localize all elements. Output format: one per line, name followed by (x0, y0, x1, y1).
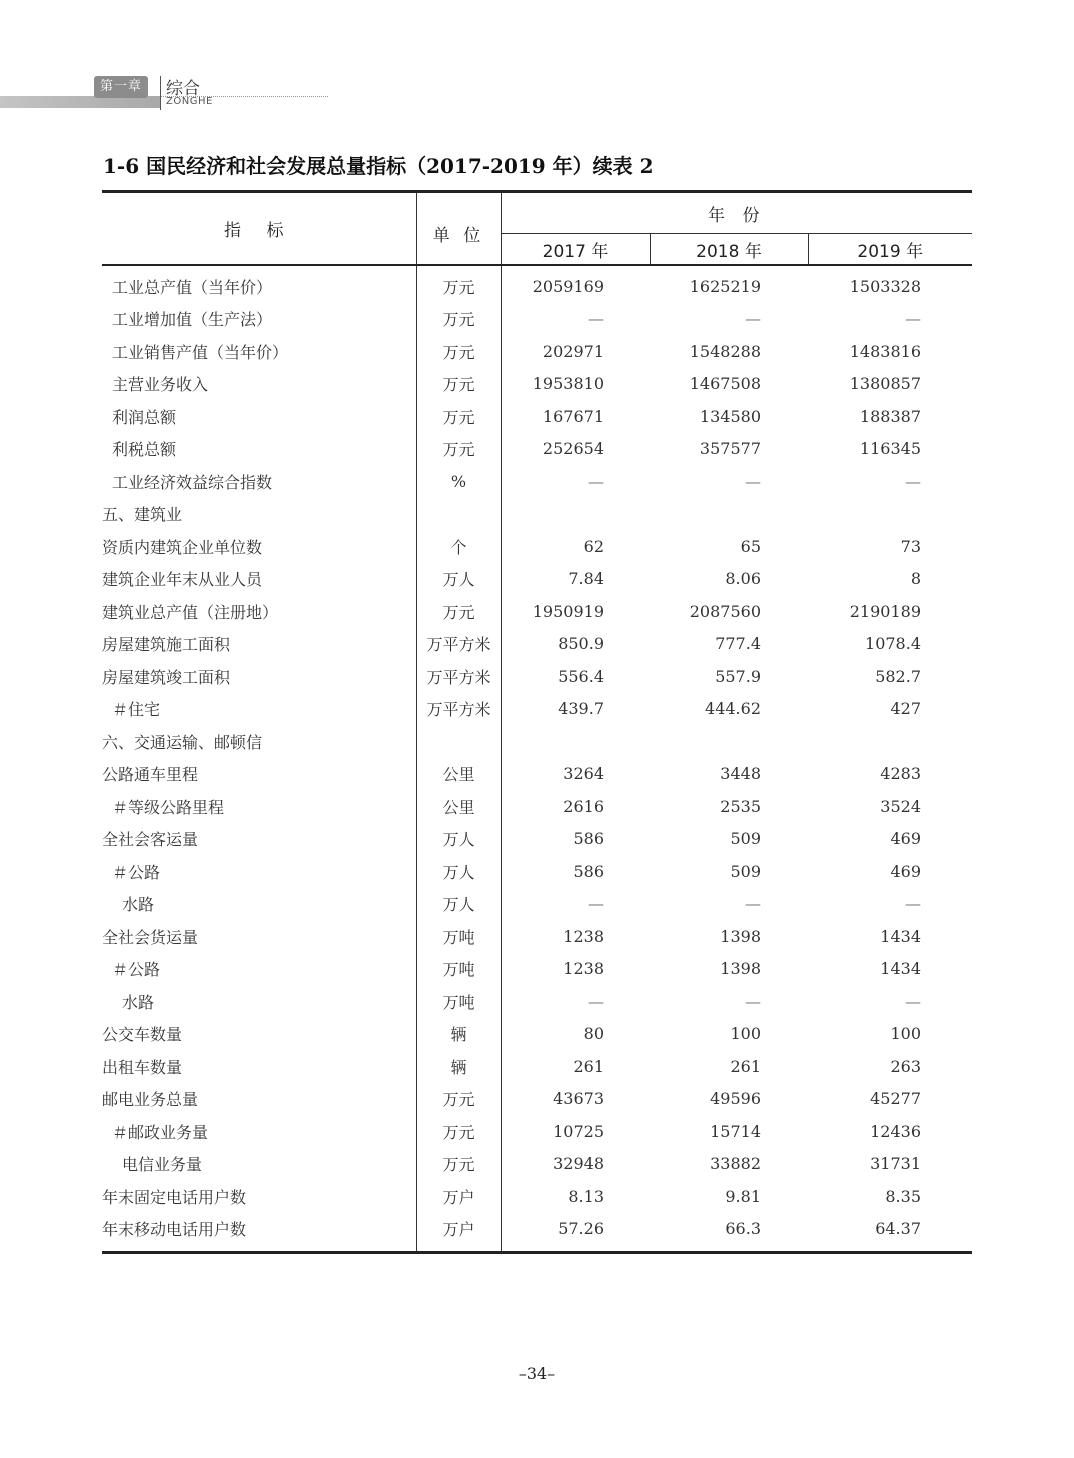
indicator-unit: 万元 (416, 303, 501, 336)
table-row (102, 368, 972, 401)
indicator-unit: 万元 (416, 335, 501, 368)
table-row (102, 855, 972, 888)
table-row (102, 628, 972, 661)
value-2018: 2535 (720, 796, 761, 816)
value-2017: — (588, 309, 604, 329)
value-2019: 100 (890, 1024, 921, 1044)
indicator-name: 六、交通运输、邮顿信 (102, 732, 263, 752)
value-2017 (501, 498, 650, 531)
value-2017: 586 (573, 861, 604, 881)
indicator-unit: 万元 (416, 400, 501, 433)
value-2019: 73 (900, 536, 921, 556)
value-2018: — (745, 471, 761, 491)
indicator-unit: 万平方米 (416, 660, 501, 693)
table-row (102, 1213, 972, 1253)
value-2019 (808, 498, 972, 531)
table-row (102, 790, 972, 823)
value-2018: — (745, 309, 761, 329)
value-2018: 261 (730, 1056, 761, 1076)
indicator-unit: 公里 (416, 790, 501, 823)
indicator-table (102, 190, 972, 1254)
indicator-unit: 个 (416, 530, 501, 563)
table-row (102, 433, 972, 466)
value-2019: 12436 (870, 1121, 921, 1141)
indicator-name: 资质内建筑企业单位数 (102, 537, 263, 557)
indicator-name: 公路通车里程 (102, 765, 199, 785)
value-2018: 444.62 (705, 699, 761, 719)
header-year-2019: 2019 年 (808, 234, 972, 266)
table-row (102, 693, 972, 726)
value-2017: 167671 (542, 406, 604, 426)
value-2019: 64.37 (808, 1213, 972, 1253)
table-body (102, 265, 972, 1253)
value-2018: 15714 (710, 1121, 761, 1141)
header-unit: 单 位 (416, 192, 501, 266)
value-2018: 1548288 (689, 341, 761, 361)
value-2017 (501, 725, 650, 758)
header-year-group: 年 份 (501, 192, 972, 234)
indicator-name: 水路 (122, 895, 155, 915)
value-2018: 100 (730, 1024, 761, 1044)
value-2018: 66.3 (650, 1213, 808, 1253)
value-2018: 1398 (720, 926, 761, 946)
indicator-name: 建筑企业年末从业人员 (102, 570, 263, 590)
indicator-unit: 万元 (416, 368, 501, 401)
indicator-name: 主营业务收入 (112, 375, 209, 395)
indicator-name: ＃住宅 (112, 700, 161, 720)
value-2019: 45277 (870, 1089, 921, 1109)
value-2018: 33882 (710, 1154, 761, 1174)
value-2018: 557.9 (715, 666, 761, 686)
value-2018: 8.06 (725, 569, 761, 589)
value-2017: 586 (573, 829, 604, 849)
indicator-name: ＃邮政业务量 (112, 1122, 209, 1142)
indicator-name: 利润总额 (112, 407, 177, 427)
table-row (102, 985, 972, 1018)
table-row (102, 400, 972, 433)
indicator-name: 年末移动电话用户数 (102, 1213, 416, 1253)
value-2018: — (745, 991, 761, 1011)
indicator-name: 出租车数量 (102, 1057, 183, 1077)
indicator-name: 公交车数量 (102, 1025, 183, 1045)
indicator-name: 工业总产值（当年价） (112, 277, 273, 297)
value-2018: 134580 (699, 406, 761, 426)
indicator-name: 建筑业总产值（注册地） (102, 602, 279, 622)
value-2018: 49596 (710, 1089, 761, 1109)
indicator-unit: 万人 (416, 563, 501, 596)
table-row (102, 303, 972, 336)
indicator-name: 工业增加值（生产法） (112, 310, 273, 330)
indicator-unit: 万元 (416, 433, 501, 466)
indicator-name: 水路 (122, 992, 155, 1012)
value-2019: 469 (890, 829, 921, 849)
value-2018: 1625219 (689, 276, 761, 296)
value-2018: 65 (740, 536, 761, 556)
value-2018: 509 (730, 861, 761, 881)
value-2018: 1467508 (689, 374, 761, 394)
value-2019: — (905, 471, 921, 491)
table-row (102, 660, 972, 693)
table-row (102, 953, 972, 986)
indicator-name: 利税总额 (112, 440, 177, 460)
value-2018: — (745, 894, 761, 914)
indicator-name: 工业销售产值（当年价） (112, 342, 289, 362)
value-2017: 7.84 (568, 569, 604, 589)
value-2017: — (588, 471, 604, 491)
value-2019: 8 (910, 569, 921, 589)
indicator-name: 年末固定电话用户数 (102, 1187, 247, 1207)
indicator-unit: 万元 (416, 1115, 501, 1148)
value-2019: 188387 (859, 406, 921, 426)
indicator-unit: 万户 (416, 1213, 501, 1253)
header-separator (160, 76, 161, 110)
value-2017: 32948 (553, 1154, 604, 1174)
table-row (102, 920, 972, 953)
table-row (102, 1180, 972, 1213)
value-2019: 1434 (880, 926, 921, 946)
value-2019: 263 (890, 1056, 921, 1076)
value-2017: 57.26 (501, 1213, 650, 1253)
table-row (102, 265, 972, 303)
value-2017: 261 (573, 1056, 604, 1076)
indicator-name: ＃等级公路里程 (112, 797, 225, 817)
value-2017: 3264 (563, 764, 604, 784)
chapter-badge: 第一章 (94, 76, 148, 98)
value-2019: 469 (890, 861, 921, 881)
header-indicator: 指 标 (102, 192, 416, 266)
table-row (102, 563, 972, 596)
indicator-unit: 公里 (416, 758, 501, 791)
indicator-name: 房屋建筑竣工面积 (102, 667, 231, 687)
value-2018 (650, 725, 808, 758)
value-2019: 427 (890, 699, 921, 719)
value-2017: 1238 (563, 926, 604, 946)
indicator-unit: 万平方米 (416, 693, 501, 726)
value-2019: 2190189 (849, 601, 921, 621)
value-2018: 3448 (720, 764, 761, 784)
value-2017: 1950919 (532, 601, 604, 621)
value-2018: 1398 (720, 959, 761, 979)
table-row (102, 465, 972, 498)
table-row (102, 1018, 972, 1051)
value-2019: 31731 (870, 1154, 921, 1174)
value-2019: 1503328 (849, 276, 921, 296)
value-2019: — (905, 894, 921, 914)
indicator-unit: 万吨 (416, 953, 501, 986)
indicator-unit: 万户 (416, 1180, 501, 1213)
value-2019: 4283 (880, 764, 921, 784)
header-year-2018: 2018 年 (650, 234, 808, 266)
value-2019: 1380857 (849, 374, 921, 394)
value-2019: 116345 (859, 439, 921, 459)
table-row (102, 758, 972, 791)
indicator-name: 工业经济效益综合指数 (112, 472, 273, 492)
indicator-unit: 万元 (416, 595, 501, 628)
table-row (102, 335, 972, 368)
value-2017: 62 (583, 536, 604, 556)
value-2017: 556.4 (558, 666, 604, 686)
value-2017: 252654 (542, 439, 604, 459)
page-number: –34– (518, 1364, 556, 1383)
indicator-unit: 万元 (416, 265, 501, 303)
value-2017: 1238 (563, 959, 604, 979)
indicator-name: 电信业务量 (122, 1155, 203, 1175)
table-row (102, 530, 972, 563)
value-2017: 850.9 (558, 634, 604, 654)
section-subtitle: ZONGHE (166, 96, 213, 107)
value-2017: 2616 (563, 796, 604, 816)
indicator-unit: 万吨 (416, 985, 501, 1018)
indicator-unit: 万元 (416, 1083, 501, 1116)
value-2018: 509 (730, 829, 761, 849)
table-row (102, 1148, 972, 1181)
value-2017: 2059169 (532, 276, 604, 296)
value-2018: 2087560 (689, 601, 761, 621)
indicator-name: 邮电业务总量 (102, 1090, 199, 1110)
header-year-2017: 2017 年 (501, 234, 650, 266)
value-2017: 202971 (542, 341, 604, 361)
value-2018 (650, 498, 808, 531)
indicator-unit (416, 725, 501, 758)
value-2019: 8.35 (885, 1186, 921, 1206)
value-2019: 1483816 (849, 341, 921, 361)
value-2017: 8.13 (568, 1186, 604, 1206)
indicator-name: 房屋建筑施工面积 (102, 635, 231, 655)
indicator-name: ＃公路 (112, 960, 161, 980)
indicator-name: 全社会货运量 (102, 927, 199, 947)
indicator-unit (416, 498, 501, 531)
indicator-unit: 辆 (416, 1018, 501, 1051)
indicator-unit: % (416, 465, 501, 498)
indicator-unit: 万人 (416, 855, 501, 888)
indicator-unit: 万人 (416, 823, 501, 856)
value-2019: 3524 (880, 796, 921, 816)
value-2019: 1078.4 (865, 634, 921, 654)
value-2017: 80 (583, 1024, 604, 1044)
value-2019: — (905, 309, 921, 329)
value-2019: 582.7 (875, 666, 921, 686)
table-title: 1-6 国民经济和社会发展总量指标（2017-2019 年）续表 2 (103, 154, 654, 178)
table-row (102, 1050, 972, 1083)
indicator-unit: 辆 (416, 1050, 501, 1083)
indicator-unit: 万平方米 (416, 628, 501, 661)
value-2017: — (588, 894, 604, 914)
indicator-unit: 万人 (416, 888, 501, 921)
section-title: 综合 (166, 79, 200, 99)
value-2018: 777.4 (715, 634, 761, 654)
indicator-name: ＃公路 (112, 862, 161, 882)
table-row (102, 725, 972, 758)
table-row (102, 498, 972, 531)
table-row (102, 823, 972, 856)
indicator-unit: 万元 (416, 1148, 501, 1181)
value-2017: 1953810 (532, 374, 604, 394)
table-row (102, 1115, 972, 1148)
value-2018: 357577 (699, 439, 761, 459)
indicator-name: 全社会客运量 (102, 830, 199, 850)
indicator-name: 五、建筑业 (102, 505, 183, 525)
table-row (102, 595, 972, 628)
table-row (102, 1083, 972, 1116)
table-row (102, 888, 972, 921)
value-2017: 43673 (553, 1089, 604, 1109)
value-2019 (808, 725, 972, 758)
indicator-unit: 万吨 (416, 920, 501, 953)
value-2018: 9.81 (725, 1186, 761, 1206)
value-2019: — (905, 991, 921, 1011)
value-2017: 10725 (553, 1121, 604, 1141)
value-2017: 439.7 (558, 699, 604, 719)
value-2019: 1434 (880, 959, 921, 979)
value-2017: — (588, 991, 604, 1011)
